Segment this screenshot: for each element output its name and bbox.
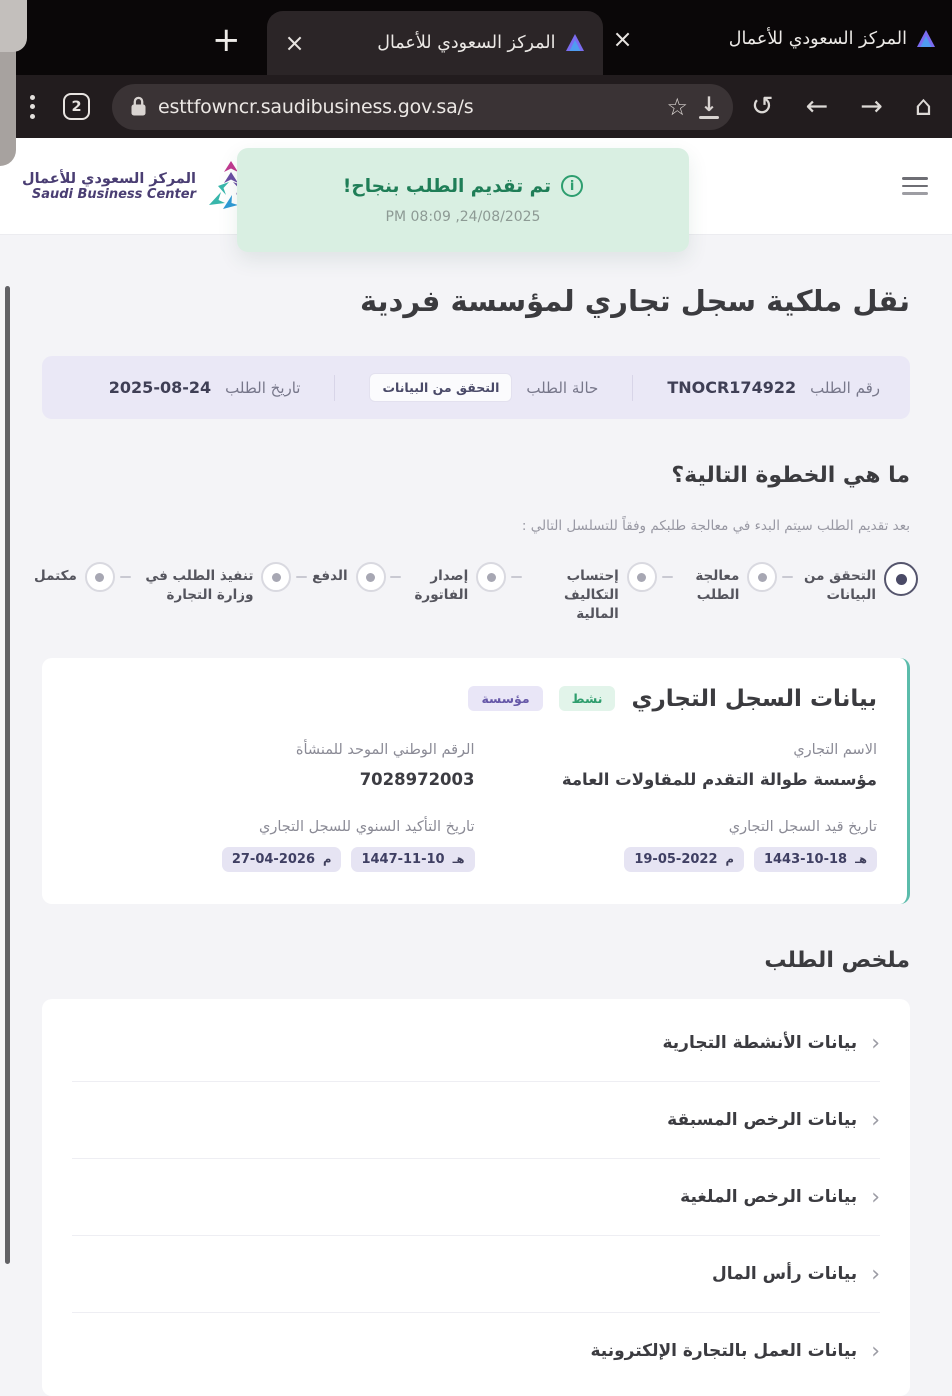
step-calculate-costs: إحتساب التكاليف المالية — [527, 562, 657, 624]
step-verify-data: التحقق من البيانات — [798, 562, 918, 605]
step-circle — [85, 562, 115, 592]
cr-card-title: بيانات السجل التجاري — [631, 686, 877, 712]
saudi-business-center-logo[interactable] — [22, 159, 257, 213]
request-status-label: حالة الطلب — [526, 379, 598, 397]
field-unified-number: الرقم الوطني الموحد للمنشأة 7028972003 — [72, 742, 475, 789]
request-summary-card — [42, 999, 910, 1396]
step-connector — [120, 576, 131, 578]
chevron-left-icon: ‹ — [871, 1108, 880, 1132]
accordion-ecommerce-data[interactable]: ‹ بيانات العمل بالتجارة الإلكترونية — [72, 1313, 880, 1390]
toast-timestamp: PM 08:09 ,24/08/2025 — [386, 209, 541, 225]
step-connector — [390, 576, 401, 578]
url-text: esttfowncr.saudibusiness.gov.sa/s — [158, 96, 655, 118]
logo-arabic-text: المركز السعودي للأعمال — [22, 171, 196, 187]
browser-tab-strip — [0, 0, 952, 75]
info-circle-icon: i — [561, 175, 583, 197]
accordion-prior-licenses[interactable]: ‹ بيانات الرخص المسبقة — [72, 1082, 880, 1159]
next-step-subtitle: بعد تقديم الطلب سيتم البدء في معالجة طلبكم وفقاً للتسلسل التالي : — [42, 518, 910, 534]
step-circle — [356, 562, 386, 592]
step-payment: الدفع — [312, 562, 386, 592]
active-badge: نشط — [559, 686, 616, 711]
close-tab-icon[interactable]: × — [285, 31, 305, 55]
bookmark-star-icon[interactable]: ☆ — [666, 95, 688, 119]
establishment-badge: مؤسسة — [468, 686, 542, 711]
logo-english-text: Saudi Business Center — [22, 187, 196, 202]
step-connector — [511, 576, 522, 578]
chevron-left-icon: ‹ — [871, 1262, 880, 1286]
step-process-request: معالجة الطلب — [677, 562, 777, 605]
chevron-left-icon: ‹ — [871, 1031, 880, 1055]
request-number-label: رقم الطلب — [810, 379, 880, 397]
address-bar[interactable] — [112, 84, 733, 130]
gregorian-date-chip: م 19-05-2022 — [624, 847, 744, 872]
step-connector — [662, 576, 673, 578]
step-connector — [296, 576, 307, 578]
home-icon[interactable]: ⌂ — [915, 93, 932, 120]
summary-heading: ملخص الطلب — [42, 948, 910, 973]
lock-icon — [130, 96, 147, 117]
tab-switcher-button[interactable]: 2 — [63, 93, 90, 120]
forward-icon[interactable]: → — [860, 93, 883, 120]
hijri-date-chip: هـ 1443-10-18 — [754, 847, 877, 872]
accordion-capital-data[interactable]: ‹ بيانات رأس المال — [72, 1236, 880, 1313]
step-execute-ministry: تنفيذ الطلب في وزارة التجارة — [135, 562, 291, 605]
step-circle — [261, 562, 291, 592]
browser-menu-icon[interactable] — [30, 95, 35, 119]
download-icon[interactable]: ↓ — [699, 94, 719, 119]
hamburger-menu-icon[interactable] — [902, 177, 928, 194]
step-circle — [747, 562, 777, 592]
next-step-heading: ما هي الخطوة التالية؟ — [42, 463, 910, 488]
screen-corner-artifact-top — [0, 0, 27, 52]
accordion-commercial-activities[interactable]: ‹ بيانات الأنشطة التجارية — [72, 1005, 880, 1082]
toast-title: تم تقديم الطلب بنجاح! — [343, 176, 551, 197]
close-tab-icon[interactable]: × — [613, 27, 633, 51]
request-number-value: TNOCR174922 — [667, 378, 796, 397]
step-circle — [476, 562, 506, 592]
step-connector — [782, 576, 793, 578]
field-cr-registration-date: تاريخ قيد السجل التجاري هـ 1443-10-18 م 19-05-2022 — [475, 819, 878, 872]
commercial-registration-card — [42, 658, 910, 904]
chevron-left-icon: ‹ — [871, 1339, 880, 1363]
request-date-label: تاريخ الطلب — [225, 379, 300, 397]
request-date-value: 2025-08-24 — [109, 378, 211, 397]
status-badge: التحقق من البيانات — [369, 373, 512, 402]
page-title: نقل ملكية سجل تجاري لمؤسسة فردية — [42, 284, 910, 318]
back-icon[interactable]: ← — [806, 93, 829, 120]
step-issue-invoice: إصدار الفاتورة — [406, 562, 506, 605]
site-favicon-icon — [916, 29, 936, 49]
gregorian-date-chip: م 27-04-2026 — [222, 847, 342, 872]
progress-stepper — [34, 562, 918, 624]
tab-title: المركز السعودي للأعمال — [729, 29, 907, 49]
new-tab-button[interactable]: + — [212, 23, 241, 57]
step-circle — [627, 562, 657, 592]
site-favicon-icon — [565, 33, 585, 53]
divider — [632, 375, 633, 401]
browser-tab-inactive[interactable] — [603, 7, 952, 71]
browser-tab-active[interactable] — [267, 11, 603, 75]
field-annual-confirmation-date: تاريخ التأكيد السنوي للسجل التجاري هـ 1447-11-10 م 27-04-2026 — [72, 819, 475, 872]
step-circle-active — [884, 562, 918, 596]
accordion-cancelled-licenses[interactable]: ‹ بيانات الرخص الملغية — [72, 1159, 880, 1236]
scrollbar[interactable] — [5, 286, 10, 1264]
tab-title: المركز السعودي للأعمال — [377, 33, 555, 53]
divider — [334, 375, 335, 401]
success-toast — [237, 148, 689, 252]
reload-icon[interactable]: ↺ — [751, 93, 774, 120]
hijri-date-chip: هـ 1447-11-10 — [351, 847, 474, 872]
step-complete: مكتمل — [34, 562, 115, 592]
request-info-bar — [42, 356, 910, 419]
field-trade-name: الاسم التجاري مؤسسة طوالة التقدم للمقاولات العامة — [475, 742, 878, 789]
browser-toolbar — [0, 75, 952, 138]
chevron-left-icon: ‹ — [871, 1185, 880, 1209]
page-content — [0, 284, 952, 1396]
